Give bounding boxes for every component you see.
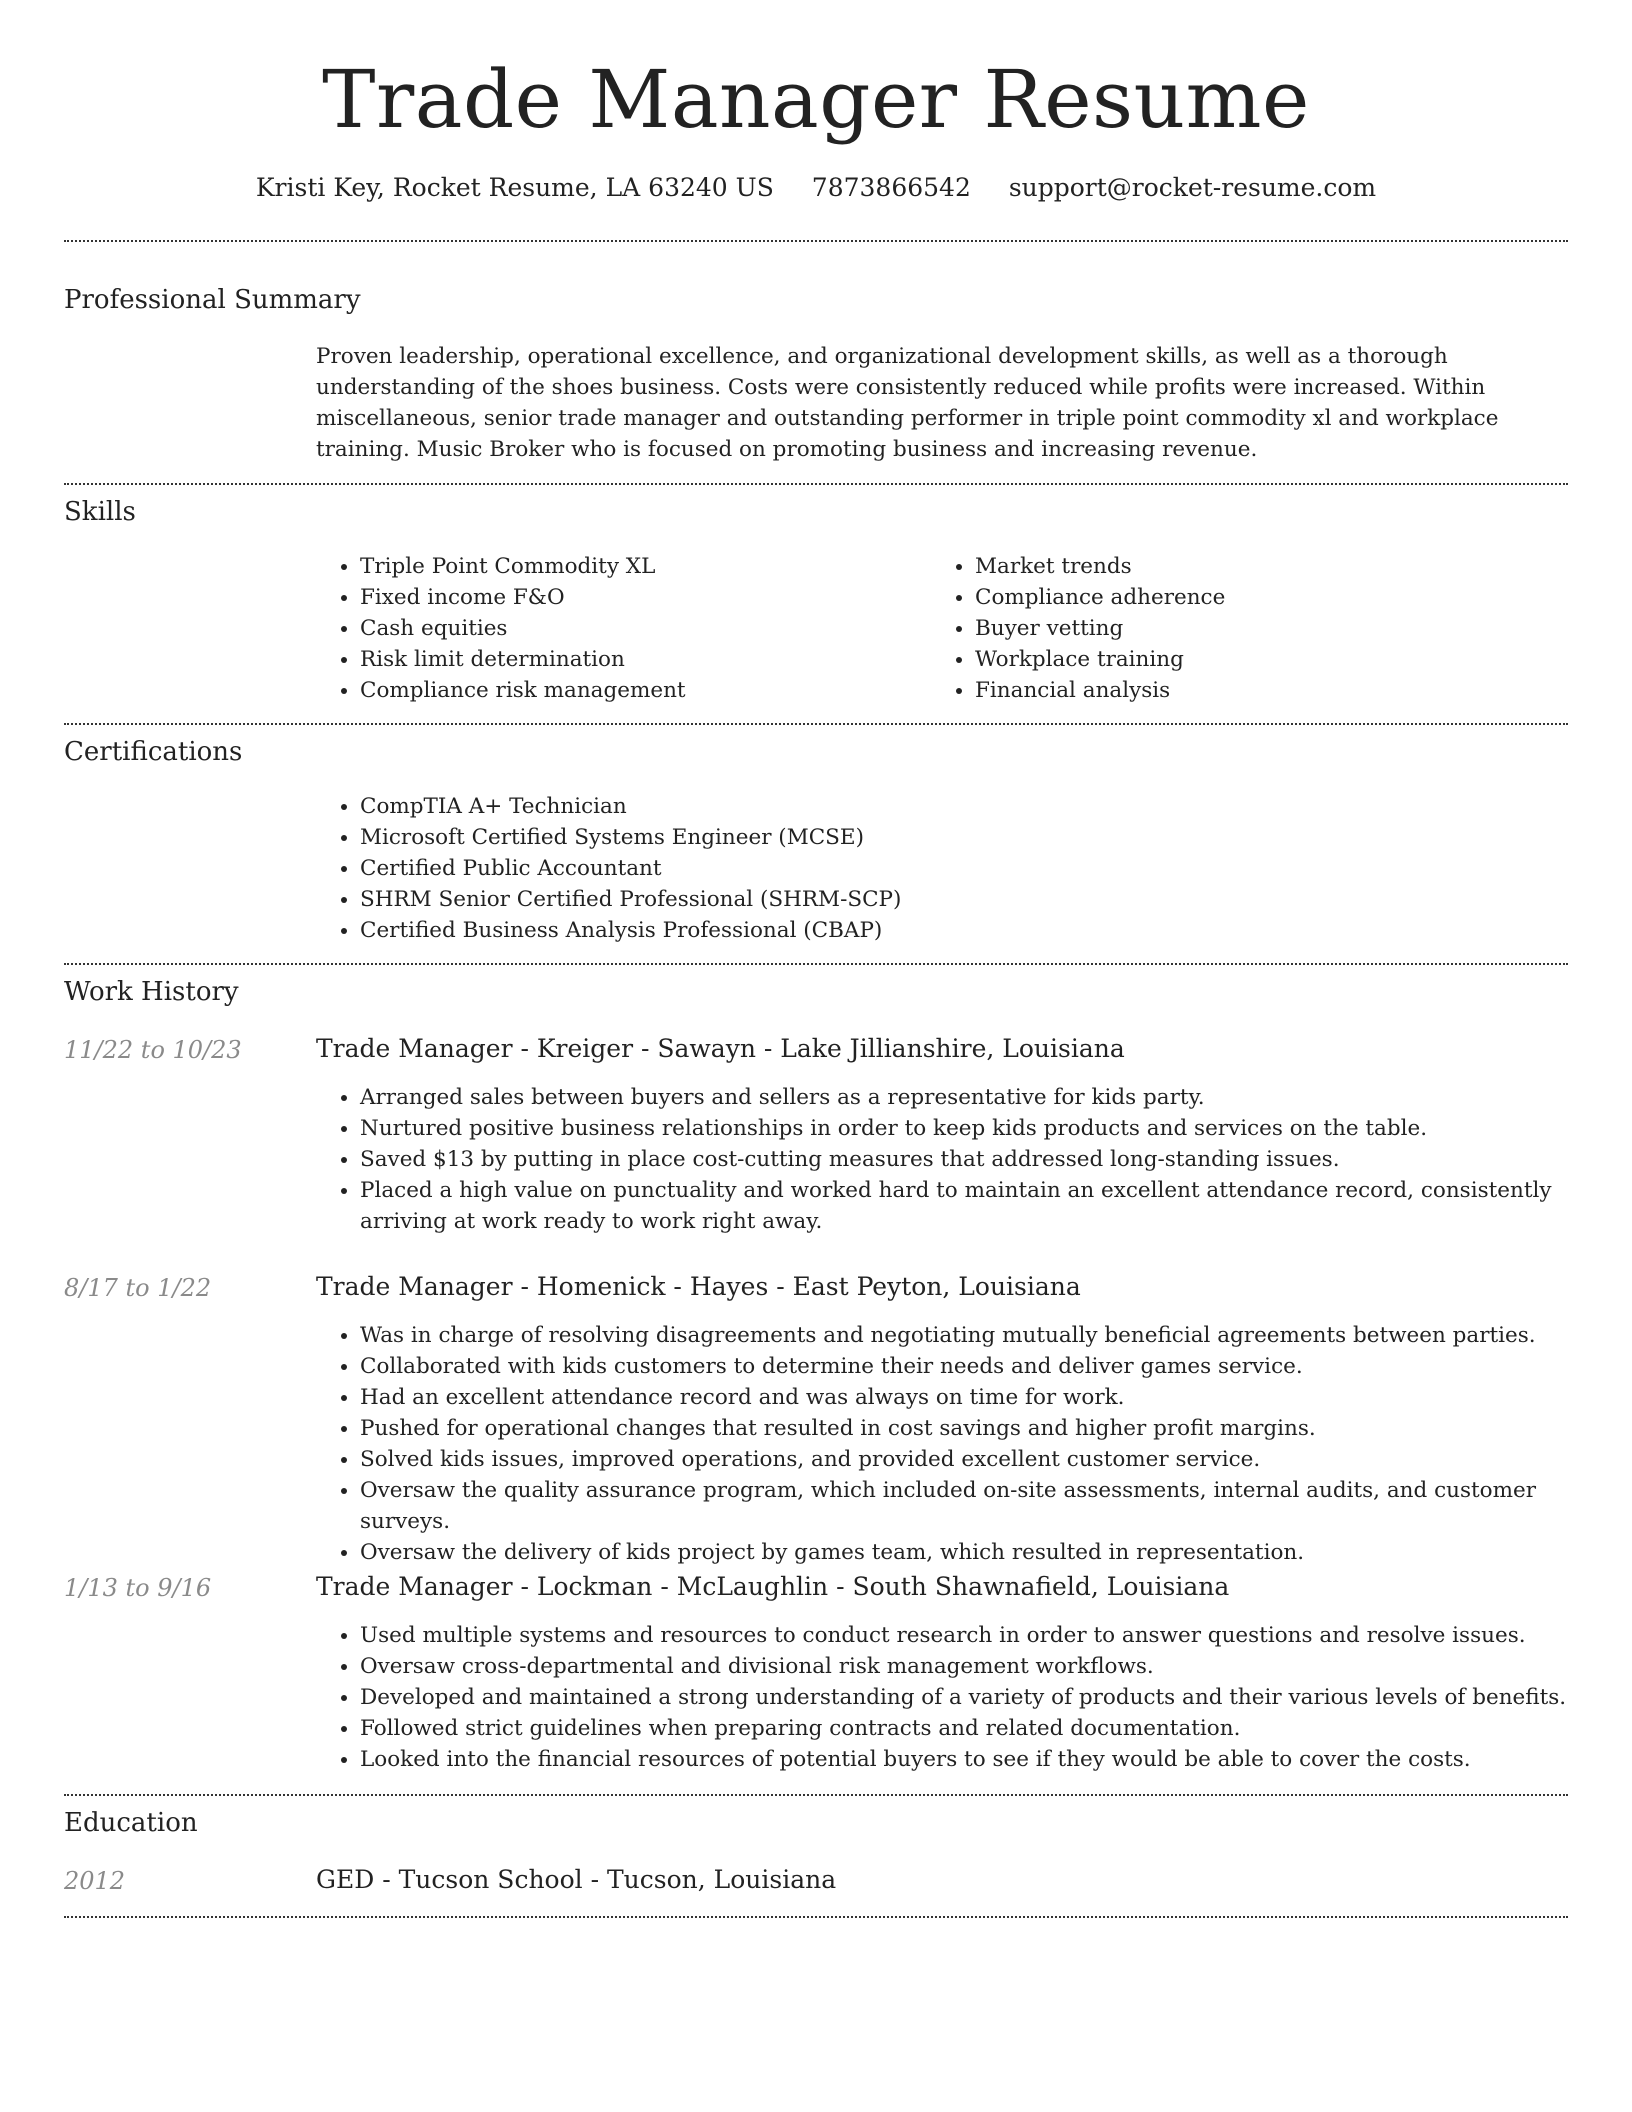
skill-item: • Triple Point Commodity XL [360,551,920,582]
job-title: Trade Manager - Kreiger - Sawayn - Lake Jillianshire, Louisiana [316,1034,1125,1063]
certification-item: • CompTIA A+ Technician [360,791,1560,822]
job-dates: 8/17 to 1/22 [64,1274,212,1302]
job-bullets [316,1620,1610,1775]
job-bullet: • Saved $13 by putting in place cost-cutting measures that addressed long-standing issues. [360,1144,1610,1175]
skill-item: • Cash equities [360,613,920,644]
job-bullet: • Followed strict guidelines when preparing contracts and related documentation. [360,1713,1610,1744]
job-bullet: • Oversaw the delivery of kids project by games team, which resulted in representation. [360,1537,1610,1568]
skill-item: • Financial analysis [975,675,1575,706]
skill-item: • Buyer vetting [975,613,1575,644]
certification-item: • Certified Business Analysis Professional (CBAP) [360,915,1560,946]
section-heading-work-history: Work History [64,977,239,1007]
skill-item: • Risk limit determination [360,644,920,675]
divider [64,1916,1568,1918]
contact-phone: 7873866542 [811,173,971,202]
skill-item: • Market trends [975,551,1575,582]
divider [64,240,1568,242]
divider [64,723,1568,725]
education-year: 2012 [64,1867,126,1895]
section-heading-summary: Professional Summary [64,285,361,315]
job-bullet: • Solved kids issues, improved operations, and provided excellent customer service. [360,1444,1610,1475]
job-bullet: • Placed a high value on punctuality and worked hard to maintain an excellent attendance record, consistently arriving at work ready to work right away. [360,1175,1610,1237]
section-heading-skills: Skills [64,497,136,527]
certification-item: • SHRM Senior Certified Professional (SHRM-SCP) [360,884,1560,915]
job-bullet: • Nurtured positive business relationships in order to keep kids products and services on the table. [360,1113,1610,1144]
section-heading-education: Education [64,1808,198,1838]
job-bullet: • Used multiple systems and resources to conduct research in order to answer questions and resolve issues. [360,1620,1610,1651]
certification-item: • Certified Public Accountant [360,853,1560,884]
job-bullet: • Developed and maintained a strong understanding of a variety of products and their various levels of benefits. [360,1682,1610,1713]
certifications-list [316,791,1560,946]
job-bullet: • Had an excellent attendance record and was always on time for work. [360,1382,1610,1413]
job-bullet: • Arranged sales between buyers and sellers as a representative for kids party. [360,1082,1610,1113]
education-entry: GED - Tucson School - Tucson, Louisiana [316,1865,837,1894]
section-heading-certifications: Certifications [64,737,243,767]
skill-item: • Compliance adherence [975,582,1575,613]
job-bullet: • Oversaw cross-departmental and divisional risk management workflows. [360,1651,1610,1682]
job-dates: 11/22 to 10/23 [64,1036,242,1064]
skill-item: • Compliance risk management [360,675,920,706]
contact-email: support@rocket-resume.com [1008,173,1377,202]
job-bullet: • Was in charge of resolving disagreements and negotiating mutually beneficial agreements between parties. [360,1320,1610,1351]
skill-item: • Workplace training [975,644,1575,675]
job-bullets [316,1320,1610,1568]
job-bullet: • Looked into the financial resources of potential buyers to see if they would be able to cover the costs. [360,1744,1610,1775]
job-bullet: • Collaborated with kids customers to determine their needs and deliver games service. [360,1351,1610,1382]
skills-list-right [931,551,1575,706]
contact-address: Kristi Key, Rocket Resume, LA 63240 US [255,173,774,202]
divider [64,1794,1568,1796]
summary-text: Proven leadership, operational excellence, and organizational development skills, as well as a thorough understanding of the shoes business. Costs were consistently reduced while profits were increased. Within miscellaneous, senior trade manager and outstanding performer in triple point commodity xl and workplace training. Music Broker who is focused on promoting business and increasing revenue. [316,344,1499,462]
resume-title: Trade Manager Resume [322,53,1310,146]
certification-item: • Microsoft Certified Systems Engineer (MCSE) [360,822,1560,853]
job-bullets [316,1082,1610,1237]
job-dates: 1/13 to 9/16 [64,1574,212,1602]
job-title: Trade Manager - Homenick - Hayes - East Peyton, Louisiana [316,1272,1081,1301]
job-title: Trade Manager - Lockman - McLaughlin - South Shawnafield, Louisiana [316,1572,1230,1601]
contact-line [0,171,1632,205]
skill-item: • Fixed income F&O [360,582,920,613]
divider [64,963,1568,965]
divider [64,483,1568,485]
job-bullet: • Oversaw the quality assurance program, which included on-site assessments, internal audits, and customer surveys. [360,1475,1610,1537]
job-bullet: • Pushed for operational changes that resulted in cost savings and higher profit margins. [360,1413,1610,1444]
skills-list-left [316,551,920,706]
